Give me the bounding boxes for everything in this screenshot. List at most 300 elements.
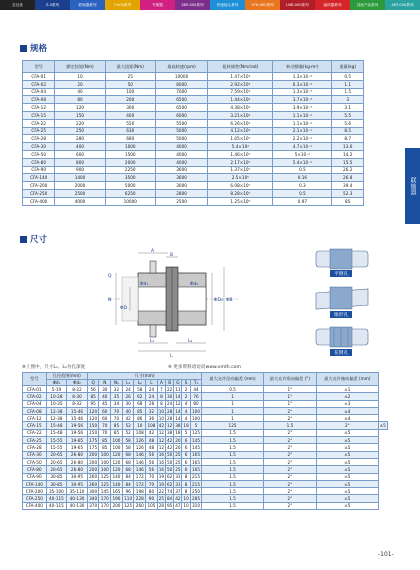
dim-cell: 25 (175, 452, 181, 458)
dim-cell: 19 (158, 474, 165, 480)
spec-header-cell: 额定扭矩(Nm) (55, 61, 105, 73)
dim-cell: 12 (158, 430, 165, 436)
dim-cell: 175 (89, 437, 98, 443)
dim-cell: CFA-25 (23, 437, 47, 444)
spline-bore-label: 花键孔 (334, 351, 349, 356)
dim-subheader-cell: Q (87, 380, 99, 386)
spec-table-row (23, 119, 364, 127)
spec-cell: 8.28×10⁵ (208, 189, 273, 197)
spec-cell: 6.26×10⁴ (208, 119, 273, 127)
dim-cell: 30-95 (67, 480, 88, 487)
dim-cell: 15-48 (46, 429, 67, 436)
spec-table-row (23, 73, 364, 81)
dim-cell: 60 (99, 407, 111, 414)
spec-cell: 1.5 (332, 88, 364, 96)
spec-cell: 40 (55, 88, 105, 96)
dim-cell: 38 (175, 423, 181, 429)
spec-cell: 1.05×10⁵ (208, 135, 273, 143)
dim-cell: 28 (146, 400, 158, 407)
dim-cell: 31 (175, 481, 181, 487)
spec-cell: 680 (105, 135, 155, 143)
dim-table-row (23, 415, 388, 422)
section-title-dim (20, 233, 47, 245)
dim-cell: 16 (158, 459, 165, 465)
dim-cell: 24 (166, 401, 173, 407)
spec-cell: 8.7 (332, 135, 364, 143)
dim-cell: 14 (175, 408, 181, 414)
dim-cell: 6 (182, 451, 190, 458)
dim-cell: 200 (89, 459, 98, 465)
dim-cell: 100 (112, 445, 121, 451)
dim-cell: 125 (100, 481, 109, 487)
clamp-screw-bottom (150, 325, 156, 337)
dim-cell: CFA-400 (23, 502, 47, 509)
spec-cell: 600 (55, 150, 105, 158)
dim-cell: 2° (263, 458, 316, 465)
dim-cell: 165 (192, 466, 201, 472)
spec-header-cell: 扭转刚性(Nm/rad) (208, 61, 273, 73)
dim-cell: 126 (135, 445, 144, 451)
dim-cell: 200 (89, 466, 98, 472)
dim-cell: 370 (89, 503, 98, 509)
spec-cell: 400 (105, 111, 155, 119)
spec-cell: 3 (332, 96, 364, 104)
dim-cell: 200 (112, 503, 121, 509)
dim-cell: 19-56 (67, 429, 88, 436)
spec-cell: 1.1 (332, 80, 364, 88)
dim-cell: 1 (202, 415, 263, 422)
dim-cell: 1 (202, 393, 263, 400)
spec-cell: 1.3×10⁻⁴ (273, 73, 332, 81)
dim-cell: 1.5 (263, 422, 316, 429)
spec-cell: 2000 (55, 182, 105, 190)
spec-cell: 0.5 (332, 73, 364, 81)
dim-cell: 125 (124, 503, 133, 509)
dim-cell: 11 (175, 386, 181, 392)
spec-cell: 3.9×10⁻³ (273, 104, 332, 112)
spec-table-row (23, 127, 364, 135)
dim-header-cell: 最大允许轴向偏差 (mm) (317, 373, 378, 386)
dim-cell: 40-115 (46, 495, 67, 502)
dim-cell: 1.5 (202, 488, 263, 495)
dim-cell: 100 (100, 466, 109, 472)
spec-cell: 52.3 (332, 189, 364, 197)
dim-cell: CFA-30 (23, 451, 47, 458)
nav-tab[interactable]: T-000系列 (105, 0, 140, 10)
spec-cell: 14.2 (332, 150, 364, 158)
dim-cell: 2° (263, 495, 316, 502)
spec-cell: CFA-15 (23, 111, 55, 119)
spec-cell: CFA-22 (23, 119, 55, 127)
spec-cell: 1.44×10⁴ (208, 96, 273, 104)
dim-cell: 35-100 (46, 488, 67, 495)
dim-cell: 198 (135, 488, 144, 494)
section-title-spec-text: 规格 (30, 44, 48, 54)
dim-cell: CFA-02 (23, 393, 47, 400)
spec-cell: 5.5 (332, 111, 364, 119)
dim-cell: 190 (112, 496, 121, 502)
dim-cell: 15-55 (46, 444, 67, 451)
dim-cell: 19-65 (67, 444, 88, 451)
spec-cell: 5000 (105, 182, 155, 190)
spec-cell: 5.4×10⁴ (208, 143, 273, 151)
dim-cell: 84 (166, 496, 173, 502)
spec-table-row (23, 111, 364, 119)
spec-cell: 5500 (155, 119, 207, 127)
dim-cell: 120 (89, 415, 98, 421)
dim-cell: 120 (89, 408, 98, 414)
nav-tab[interactable]: VFH-000系列 (245, 0, 280, 10)
dim-cell: ±5 (379, 423, 386, 429)
dim-subheader-cell: A (157, 380, 165, 386)
dim-cell: 42 (166, 437, 173, 443)
dim-cell: 32 (146, 407, 158, 414)
spec-cell: 6500 (155, 104, 207, 112)
spec-cell: 2.5×10⁵ (208, 174, 273, 182)
spec-cell: CFA-140 (23, 174, 55, 182)
dim-cell: 8-30 (67, 393, 88, 400)
dim-cell: 1.5 (202, 473, 263, 480)
dim-cell: 22 (166, 386, 173, 392)
dim-cell: 96 (122, 488, 134, 495)
top-nav-bar (0, 0, 420, 10)
spec-cell: 26.8 (332, 174, 364, 182)
spec-cell: 3600 (155, 174, 207, 182)
dim-cell: 24 (122, 386, 134, 393)
spec-cell: 0.5 (273, 189, 332, 197)
dim-cell: 85 (134, 407, 146, 414)
dim-cell: 4 (182, 400, 190, 407)
dim-cell: 12 (166, 423, 173, 429)
dim-cell: CFA-80 (23, 466, 47, 473)
dim-cell: 85 (111, 429, 123, 436)
coupling-dimension-drawing (100, 247, 250, 359)
dim-cell: 14 (175, 393, 181, 399)
dim-cell: 50 (166, 452, 173, 458)
dim-cell: 260 (89, 481, 98, 487)
dim-table-row (23, 502, 388, 509)
dim-cell: 40 (122, 407, 134, 414)
dim-cell: 20-65 (46, 458, 67, 465)
dim-cell: 52 (122, 422, 134, 429)
spec-cell: 0.5 (273, 166, 332, 174)
dim-cell: 108 (135, 430, 144, 436)
dim-cell: 215 (192, 474, 201, 480)
dim-subheader-cell: N (99, 380, 111, 386)
spec-cell: 10000 (155, 73, 207, 81)
dim-label-q: Q (108, 274, 112, 279)
dim-header-cell: 型号 (23, 373, 47, 386)
spec-cell: 10000 (105, 197, 155, 205)
dim-cell: ±4 (317, 407, 378, 414)
spec-cell: CFA-30 (23, 143, 55, 151)
dim-cell: 42 (146, 429, 158, 436)
dim-cell: 150 (89, 430, 98, 436)
dim-cell: 260 (89, 474, 98, 480)
dim-cell: 56 (146, 458, 158, 465)
spec-cell: 1.1×10⁻² (273, 119, 332, 127)
spec-cell: 4.12×10⁴ (208, 127, 273, 135)
nav-tab[interactable]: 快速接头系列 (210, 0, 245, 10)
dim-cell: 2° (263, 488, 316, 495)
spec-cell: CFA-400 (23, 197, 55, 205)
dim-cell: 12 (158, 437, 165, 443)
spec-cell: CFA-28 (23, 135, 55, 143)
dim-cell: 26 (122, 393, 134, 400)
dim-cell: 60 (99, 415, 111, 422)
dim-cell: 10 (183, 496, 189, 502)
dim-cell: 34 (111, 400, 123, 407)
section-square-icon (20, 45, 27, 52)
spec-cell: 4000 (155, 158, 207, 166)
dim-subheader-cell: Φd₂ (67, 380, 88, 386)
dim-label-phib: ΦB (226, 298, 233, 303)
dim-cell: 74 (166, 488, 173, 494)
dim-cell: ±5 (317, 466, 378, 473)
dim-cell: 12 (158, 445, 165, 451)
dim-subheader-cell: G (174, 380, 182, 386)
dim-cell: 42 (158, 423, 165, 429)
spec-header-cell: 最高转速(rpm) (155, 61, 207, 73)
dim-cell: 19-65 (67, 437, 88, 444)
nav-tab[interactable]: LNR-000系列 (280, 0, 315, 10)
dim-cell: 145 (192, 445, 201, 451)
dim-cell: 1.5 (202, 429, 263, 436)
spec-table-row (23, 174, 364, 182)
spec-cell: 4.7×10⁻² (273, 143, 332, 151)
spec-table-row (23, 96, 364, 104)
dim-cell: 228 (135, 496, 144, 502)
dim-cell: 80 (190, 400, 202, 407)
dim-cell: 58 (122, 437, 134, 444)
dim-label-l: L (170, 354, 173, 359)
dim-cell: 58 (134, 386, 146, 393)
dim-cell: 40-115 (46, 502, 67, 509)
section-title-dim-text: 尺寸 (30, 235, 48, 245)
spec-cell: 120 (55, 104, 105, 112)
dim-cell: 165 (192, 452, 201, 458)
dim-table-row (23, 473, 388, 480)
dim-cell: 8-32 (67, 400, 88, 407)
dim-cell: 20-65 (46, 466, 67, 473)
dim-cell: CFA-50 (23, 458, 47, 465)
dim-cell: 105 (147, 503, 156, 509)
dim-table-row (23, 393, 388, 400)
dim-cell: 6 (182, 437, 190, 444)
spec-cell: 5.4×10⁻² (273, 158, 332, 166)
dimension-table (22, 372, 388, 510)
dim-cell: 37 (175, 488, 181, 494)
dim-cell: ±5 (317, 444, 378, 451)
dim-cell: 125 (100, 474, 109, 480)
dim-table-row (23, 386, 388, 393)
dim-cell: 2° (263, 415, 316, 422)
dim-cell: 70 (111, 415, 123, 422)
dim-cell: 100 (100, 459, 109, 465)
dim-cell: 15-48 (46, 422, 67, 429)
dim-cell: 170 (100, 503, 109, 509)
dim-cell: 56 (87, 386, 99, 393)
spec-cell: 1.46×10⁵ (208, 150, 273, 158)
nav-tab[interactable]: 其他产品系列 (350, 0, 385, 10)
nav-tab[interactable]: 总目录 (0, 0, 35, 10)
dim-cell: 85 (111, 422, 123, 429)
dim-header-row-1 (23, 373, 388, 380)
dim-cell: 45 (99, 400, 111, 407)
dim-cell: 95 (166, 503, 173, 509)
dim-cell: 85 (99, 444, 111, 451)
dim-cell: 146 (135, 452, 144, 458)
bore-type-illustrations (312, 245, 382, 363)
dim-cell: 25 (175, 466, 181, 472)
nav-tab[interactable]: 联轴器系列 (70, 0, 105, 10)
dim-label-n: N (108, 298, 112, 303)
spec-cell: CFA-90 (23, 166, 55, 174)
spec-cell: 250 (55, 127, 105, 135)
dim-table-row (23, 480, 388, 487)
dim-cell: 30-85 (46, 480, 67, 487)
spec-cell: 280 (55, 135, 105, 143)
dim-cell: 6 (182, 466, 190, 473)
dim-cell: 62 (134, 393, 146, 400)
dim-label-phid2-bore: Φd₂ (190, 282, 199, 287)
dim-cell: ±5 (317, 502, 378, 509)
dim-cell: 165 (112, 488, 121, 494)
dim-table-row (23, 437, 388, 444)
dim-cell: 6 (182, 458, 190, 465)
spec-cell: 7.59×10³ (208, 88, 273, 96)
dim-cell: 1.5 (202, 437, 263, 444)
tapered-bore-label: 锥形孔 (334, 313, 349, 318)
dim-cell: 7 (157, 386, 165, 393)
dim-cell: 145 (100, 488, 109, 494)
nav-tab[interactable]: 夹紧器 (140, 0, 175, 10)
dim-cell: 32 (111, 386, 123, 393)
dim-cell: 4 (182, 415, 190, 422)
spec-cell: 2000 (105, 158, 155, 166)
spec-table-row (23, 166, 364, 174)
spec-cell: 2.17×10⁵ (208, 158, 273, 166)
dim-cell: 126 (135, 437, 144, 443)
dim-cell: 8 (182, 473, 190, 480)
spec-cell: 4000 (55, 197, 105, 205)
spec-cell: 1400 (55, 174, 105, 182)
dim-cell: CFA-15 (23, 422, 47, 429)
dim-cell: 20-65 (46, 451, 67, 458)
spec-cell: 5×10⁻² (273, 150, 332, 158)
dim-cell: 10 (183, 503, 189, 509)
spec-cell: 200 (105, 96, 155, 104)
spec-cell: 2.92×10³ (208, 80, 273, 88)
note-website: ※ 更多资料请访问www.vmth.com (168, 365, 241, 370)
dim-cell: 52 (122, 429, 134, 436)
dim-cell: 1.5 (202, 495, 263, 502)
dim-cell: 340 (89, 496, 98, 502)
dim-cell: 48 (146, 444, 158, 451)
dim-cell: 100 (192, 415, 201, 421)
spec-cell: 1.47×10³ (208, 73, 273, 81)
spline-bore-illustration (316, 327, 368, 356)
dim-cell: 170 (100, 496, 109, 502)
dim-cell: 1.5 (202, 444, 263, 451)
spec-cell: 1.25×10⁶ (208, 197, 273, 205)
dim-cell: 110 (124, 496, 133, 502)
dim-cell: 4 (182, 407, 190, 414)
dim-table-row (23, 458, 388, 465)
dim-cell: 85 (87, 393, 99, 400)
dim-cell: 42 (122, 415, 134, 422)
spec-cell: 3600 (155, 166, 207, 174)
dim-cell: 200 (89, 452, 98, 458)
dim-cell: 250 (192, 488, 201, 494)
dim-cell: 20 (175, 445, 181, 451)
spec-cell: 3.21×10⁴ (208, 111, 273, 119)
dim-cell: CFA-12 (23, 415, 47, 422)
dim-cell: 172 (135, 481, 144, 487)
side-category-tab[interactable]: 联轴器 (405, 148, 420, 224)
dim-cell: 84 (122, 480, 134, 487)
dim-cell: 1 (202, 407, 263, 414)
dim-cell: 100 (100, 452, 109, 458)
dim-cell: 70 (146, 473, 158, 480)
dim-cell: 20 (175, 437, 181, 443)
spec-cell: 1.1×10⁻² (273, 111, 332, 119)
spec-cell: 2800 (155, 189, 207, 197)
dim-cell: 24 (146, 386, 158, 393)
spec-table-row (23, 88, 364, 96)
dim-cell: 108 (147, 423, 156, 429)
nav-tab[interactable]: 385-000系列 (175, 0, 210, 10)
dim-cell: 146 (135, 459, 144, 465)
dim-cell: 70 (99, 422, 111, 429)
dim-subheader-cell: B (166, 380, 174, 386)
dim-cell: 145 (192, 437, 201, 443)
dim-cell: 10 (158, 408, 165, 414)
dim-subheader-cell: L (146, 380, 158, 386)
spec-table-row (23, 189, 364, 197)
dim-cell: 172 (135, 474, 144, 480)
spec-cell: 4.38×10⁴ (208, 104, 273, 112)
nav-tab[interactable]: Z-0系列 (35, 0, 70, 10)
dim-cell: 0.5 (202, 386, 263, 393)
spec-table-row (23, 197, 364, 205)
dim-cell: 26-80 (67, 466, 88, 473)
dim-cell: 2 (182, 386, 190, 393)
dim-cell: 120 (112, 466, 121, 472)
section-title-spec (20, 42, 47, 54)
dim-table-row (23, 444, 388, 451)
spec-cell: 2500 (155, 197, 207, 205)
page-number: -101- (378, 551, 394, 558)
dim-cell: ±5 (317, 488, 378, 495)
nav-tab[interactable]: ART-000系列 (385, 0, 420, 10)
right-bore (176, 287, 206, 311)
dim-cell: 1.5 (202, 480, 263, 487)
spec-table-row (23, 104, 364, 112)
nav-tab[interactable]: 编码器系列 (315, 0, 350, 10)
spec-cell: CFA-80 (23, 158, 55, 166)
dim-table-row (23, 422, 388, 429)
dim-cell: 70 (99, 429, 111, 436)
dim-header-cell: 最大允许角向偏差 (°) (263, 373, 316, 386)
spec-cell: 2.1×10⁻² (273, 127, 332, 135)
spec-cell: 900 (55, 166, 105, 174)
spec-cell: 2500 (55, 189, 105, 197)
dim-cell: 90 (146, 495, 158, 502)
dim-cell: 12-38 (46, 407, 67, 414)
spec-cell: 100 (105, 88, 155, 96)
spec-cell: CFA-08 (23, 96, 55, 104)
